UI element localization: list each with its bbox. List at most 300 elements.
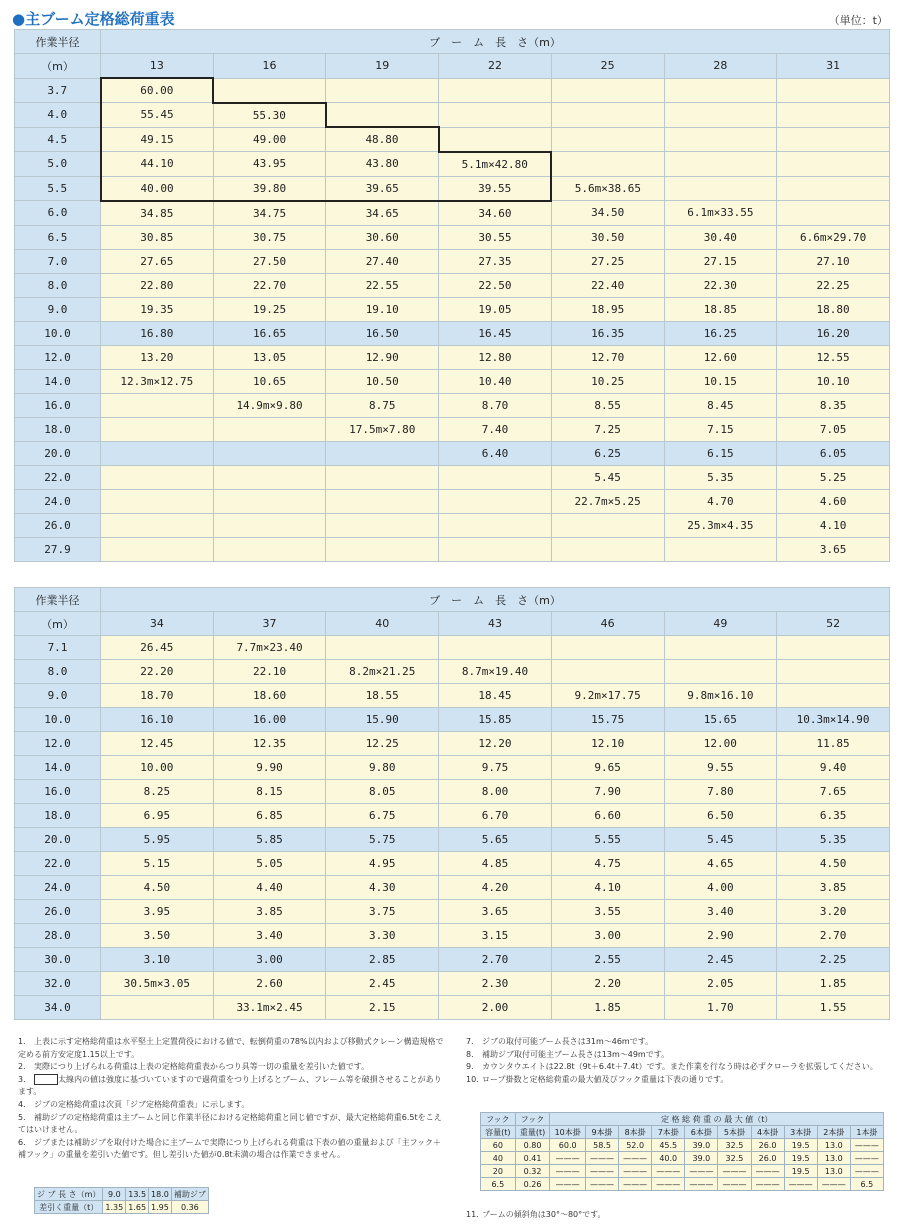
- radius-cell: 6.5: [15, 225, 101, 249]
- radius-cell: 8.0: [15, 660, 101, 684]
- load-cell: [326, 537, 439, 561]
- load-cell: [213, 489, 326, 513]
- load-cell: 16.10: [101, 708, 214, 732]
- parts-of-line-header: 3本掛: [784, 1126, 817, 1139]
- load-cell: 4.00: [664, 876, 777, 900]
- load-cell: 27.40: [326, 249, 439, 273]
- load-cell: 3.00: [213, 948, 326, 972]
- max-load-cell: 6.5: [850, 1178, 883, 1191]
- load-cell: 19.05: [439, 297, 552, 321]
- load-cell: 3.30: [326, 924, 439, 948]
- load-cell: 34.85: [101, 201, 214, 226]
- radius-cell: 26.0: [15, 900, 101, 924]
- table-row: [15, 225, 890, 249]
- note-number: 10．: [466, 1074, 485, 1084]
- note-number: 5．: [18, 1112, 32, 1122]
- note-text: ブームの傾斜角は30°～80°です。: [482, 1210, 606, 1219]
- load-cell: 8.15: [213, 780, 326, 804]
- hook-row: [481, 1139, 884, 1152]
- boom-length-col: 19: [326, 54, 439, 79]
- load-cell: 3.00: [551, 924, 664, 948]
- load-cell: 2.00: [439, 996, 552, 1020]
- radius-cell: 10.0: [15, 321, 101, 345]
- load-cell: 22.10: [213, 660, 326, 684]
- load-cell: [777, 127, 890, 152]
- load-cell: 8.05: [326, 780, 439, 804]
- load-cell: [101, 393, 214, 417]
- load-cell: [664, 127, 777, 152]
- table-row: [15, 273, 890, 297]
- load-cell: [101, 489, 214, 513]
- load-cell: [664, 103, 777, 128]
- load-cell: [213, 417, 326, 441]
- load-cell: 39.55: [439, 176, 552, 201]
- load-cell: 6.95: [101, 804, 214, 828]
- radius-cell: 9.0: [15, 684, 101, 708]
- max-load-cell: 39.0: [685, 1139, 718, 1152]
- load-cell: 5.45: [664, 828, 777, 852]
- load-cell: [101, 513, 214, 537]
- max-load-cell: ———: [718, 1178, 751, 1191]
- load-cell: 4.85: [439, 852, 552, 876]
- table-row: [15, 417, 890, 441]
- load-cell: 6.6m×29.70: [777, 225, 890, 249]
- load-cell: 5.75: [326, 828, 439, 852]
- table-row: [15, 465, 890, 489]
- table-row: [15, 636, 890, 660]
- parts-of-line-header: 1本掛: [850, 1126, 883, 1139]
- load-cell: 39.80: [213, 176, 326, 201]
- hook-weight: 0.26: [515, 1178, 550, 1191]
- table-row: [15, 900, 890, 924]
- note-number: 3．: [18, 1074, 32, 1084]
- max-load-cell: 60.0: [550, 1139, 586, 1152]
- max-load-cell: ———: [585, 1165, 618, 1178]
- load-cell: [777, 636, 890, 660]
- load-cell: 40.00: [101, 176, 214, 201]
- boom-length-col: 22: [439, 54, 552, 79]
- load-cell: 7.7m×23.40: [213, 636, 326, 660]
- max-load-cell: 26.0: [751, 1139, 784, 1152]
- load-cell: 9.40: [777, 756, 890, 780]
- unit-label: （単位：t）: [828, 14, 888, 27]
- load-cell: 5.65: [439, 828, 552, 852]
- load-cell: [777, 660, 890, 684]
- load-cell: 12.60: [664, 345, 777, 369]
- load-cell: 9.80: [326, 756, 439, 780]
- radius-cell: 20.0: [15, 828, 101, 852]
- load-cell: 5.35: [777, 828, 890, 852]
- note-item: [18, 1061, 446, 1074]
- load-cell: [777, 684, 890, 708]
- header-row: [15, 612, 890, 636]
- note-text: 太線内の値は強度に基づいていますので過荷重をつり上げるとブーム、フレーム等を破損させることがあります。: [18, 1074, 442, 1097]
- load-cell: 25.3m×4.35: [664, 513, 777, 537]
- max-load-cell: ———: [550, 1152, 586, 1165]
- note-number: 8．: [466, 1049, 480, 1059]
- load-cell: [664, 152, 777, 177]
- load-cell: 13.05: [213, 345, 326, 369]
- jib-deduction-table: [34, 1187, 209, 1214]
- parts-of-line-header: 7本掛: [652, 1126, 685, 1139]
- table-row: [15, 924, 890, 948]
- load-cell: 9.75: [439, 756, 552, 780]
- max-load-header: 定 格 総 荷 重 の 最 大 値（t）: [550, 1113, 884, 1126]
- load-cell: 3.15: [439, 924, 552, 948]
- radius-cell: 32.0: [15, 972, 101, 996]
- load-cell: 34.60: [439, 201, 552, 226]
- table-row: [15, 684, 890, 708]
- load-cell: 30.75: [213, 225, 326, 249]
- hook-weight: 0.41: [515, 1152, 550, 1165]
- load-cell: 2.30: [439, 972, 552, 996]
- note-number: 11．: [466, 1210, 485, 1219]
- hook-wt-header: 重量(t): [515, 1126, 550, 1139]
- load-cell: 4.30: [326, 876, 439, 900]
- radius-cell: 22.0: [15, 852, 101, 876]
- load-cell: [551, 660, 664, 684]
- load-cell: 9.90: [213, 756, 326, 780]
- max-load-cell: ———: [550, 1165, 586, 1178]
- load-cell: 22.25: [777, 273, 890, 297]
- load-cell: 2.15: [326, 996, 439, 1020]
- load-cell: 12.3m×12.75: [101, 369, 214, 393]
- load-cell: 1.85: [551, 996, 664, 1020]
- load-cell: 18.70: [101, 684, 214, 708]
- max-load-cell: ———: [585, 1178, 618, 1191]
- load-cell: [551, 152, 664, 177]
- load-cell: 3.40: [213, 924, 326, 948]
- load-cell: [777, 176, 890, 201]
- load-cell: 4.20: [439, 876, 552, 900]
- note-item: [466, 1061, 894, 1074]
- load-cell: 3.40: [664, 900, 777, 924]
- max-load-cell: 32.5: [718, 1139, 751, 1152]
- jib-weight-header: 差引く重量（t）: [35, 1201, 103, 1214]
- load-cell: 9.2m×17.75: [551, 684, 664, 708]
- load-cell: [326, 489, 439, 513]
- load-cell: 17.5m×7.80: [326, 417, 439, 441]
- max-load-cell: 13.0: [817, 1139, 850, 1152]
- note-text: カウンタウエイトは22.8t（9t＋6.4t＋7.4t）です。また作業を行なう時は必ずクローラを拡張してください。: [482, 1062, 878, 1072]
- heavy-frame-icon: [34, 1074, 58, 1085]
- boom-length-col: 43: [439, 612, 552, 636]
- load-cell: 22.20: [101, 660, 214, 684]
- load-cell: 7.05: [777, 417, 890, 441]
- load-cell: [439, 489, 552, 513]
- load-cell: 4.10: [777, 513, 890, 537]
- parts-of-line-header: 4本掛: [751, 1126, 784, 1139]
- max-load-cell: ———: [718, 1165, 751, 1178]
- load-cell: 6.40: [439, 441, 552, 465]
- load-cell: 22.7m×5.25: [551, 489, 664, 513]
- load-cell: 7.80: [664, 780, 777, 804]
- max-load-cell: 40.0: [652, 1152, 685, 1165]
- load-cell: 9.65: [551, 756, 664, 780]
- load-cell: 18.95: [551, 297, 664, 321]
- max-load-cell: 13.0: [817, 1152, 850, 1165]
- load-cell: 10.40: [439, 369, 552, 393]
- hook-weight: 0.80: [515, 1139, 550, 1152]
- table-row: [15, 732, 890, 756]
- table-row: [15, 948, 890, 972]
- load-cell: 39.65: [326, 176, 439, 201]
- load-cell: 16.80: [101, 321, 214, 345]
- hook-capacity: 40: [481, 1152, 516, 1165]
- radius-cell: 8.0: [15, 273, 101, 297]
- note-item: [466, 1049, 894, 1062]
- load-cell: 30.60: [326, 225, 439, 249]
- load-cell: 8.25: [101, 780, 214, 804]
- load-cell: 30.85: [101, 225, 214, 249]
- jib-col: 18.0: [149, 1188, 172, 1201]
- load-cell: 27.35: [439, 249, 552, 273]
- jib-col: 補助ジブ: [171, 1188, 208, 1201]
- table-row: [15, 996, 890, 1020]
- table-row: [15, 537, 890, 561]
- load-cell: [551, 78, 664, 103]
- radius-cell: 9.0: [15, 297, 101, 321]
- max-load-cell: 19.5: [784, 1139, 817, 1152]
- note-text: 補助ジブ取付可能主ブーム長さは13m～49mです。: [482, 1049, 670, 1059]
- load-cell: 2.20: [551, 972, 664, 996]
- boom-length-col: 25: [551, 54, 664, 79]
- hook-table: [480, 1112, 884, 1191]
- load-cell: 6.25: [551, 441, 664, 465]
- boom-length-col: 13: [101, 54, 214, 79]
- load-cell: 10.10: [777, 369, 890, 393]
- note-text: 補助ジブの定格総荷重は主ブームと同じ作業半径における定格総荷重と同じ値ですが、最大定格総荷重6.5tをこえてはいけません。: [18, 1112, 442, 1135]
- load-cell: 14.9m×9.80: [213, 393, 326, 417]
- load-cell: 18.80: [777, 297, 890, 321]
- load-cell: 27.15: [664, 249, 777, 273]
- load-cell: 12.20: [439, 732, 552, 756]
- jib-col: 13.5: [126, 1188, 149, 1201]
- max-load-cell: ———: [850, 1152, 883, 1165]
- table-row: [15, 756, 890, 780]
- load-cell: [551, 513, 664, 537]
- table-row: [15, 876, 890, 900]
- load-cell: 4.65: [664, 852, 777, 876]
- radius-cell: 7.1: [15, 636, 101, 660]
- load-cell: 13.20: [101, 345, 214, 369]
- max-load-cell: 26.0: [751, 1152, 784, 1165]
- max-load-cell: ———: [751, 1165, 784, 1178]
- header-row: [15, 54, 890, 79]
- load-cell: 5.55: [551, 828, 664, 852]
- load-cell: 12.35: [213, 732, 326, 756]
- load-cell: 34.50: [551, 201, 664, 226]
- radius-cell: 14.0: [15, 756, 101, 780]
- radius-cell: 34.0: [15, 996, 101, 1020]
- table-row: [15, 489, 890, 513]
- max-load-cell: ———: [652, 1178, 685, 1191]
- load-cell: 8.45: [664, 393, 777, 417]
- load-cell: [551, 537, 664, 561]
- max-load-cell: ———: [850, 1139, 883, 1152]
- hook-capacity: 20: [481, 1165, 516, 1178]
- load-cell: 16.35: [551, 321, 664, 345]
- note-number: 6．: [18, 1137, 32, 1147]
- hook-row: [481, 1178, 884, 1191]
- boom-length-col: 37: [213, 612, 326, 636]
- max-load-cell: ———: [817, 1178, 850, 1191]
- load-cell: 49.00: [213, 127, 326, 152]
- boom-length-col: 31: [777, 54, 890, 79]
- load-cell: 18.60: [213, 684, 326, 708]
- table-row: [15, 852, 890, 876]
- radius-unit: （m）: [15, 54, 101, 79]
- max-load-cell: ———: [550, 1178, 586, 1191]
- load-table-2: [14, 587, 890, 1020]
- radius-cell: 4.5: [15, 127, 101, 152]
- note-number: 2．: [18, 1062, 32, 1072]
- load-cell: 4.10: [551, 876, 664, 900]
- load-cell: 2.70: [439, 948, 552, 972]
- load-cell: 10.15: [664, 369, 777, 393]
- note-text: 上表に示す定格総荷重は水平堅土上定置荷役における値で、転倒荷重の78%以内および移動式クレーン構造規格で定める前方安定度1.15以上です。: [18, 1037, 444, 1059]
- load-cell: 4.40: [213, 876, 326, 900]
- load-cell: [551, 103, 664, 128]
- max-load-cell: ———: [685, 1178, 718, 1191]
- hook-row: [481, 1152, 884, 1165]
- load-cell: 1.70: [664, 996, 777, 1020]
- radius-cell: 16.0: [15, 780, 101, 804]
- load-cell: 7.25: [551, 417, 664, 441]
- load-cell: 6.35: [777, 804, 890, 828]
- note-number: 1．: [18, 1037, 32, 1046]
- table-row: [15, 441, 890, 465]
- load-cell: 16.50: [326, 321, 439, 345]
- jib-val: 1.95: [149, 1201, 172, 1214]
- load-cell: [213, 537, 326, 561]
- table-row: [15, 513, 890, 537]
- boom-length-header: ブ ー ム 長 さ（m）: [101, 30, 890, 54]
- radius-cell: 3.7: [15, 78, 101, 103]
- load-cell: 8.55: [551, 393, 664, 417]
- load-cell: [213, 78, 326, 103]
- load-cell: 16.65: [213, 321, 326, 345]
- radius-cell: 30.0: [15, 948, 101, 972]
- load-cell: 7.90: [551, 780, 664, 804]
- radius-cell: 28.0: [15, 924, 101, 948]
- load-cell: 15.75: [551, 708, 664, 732]
- load-cell: 27.65: [101, 249, 214, 273]
- load-cell: 2.45: [664, 948, 777, 972]
- note-text: ロープ掛数と定格総荷重の最大値及びフック重量は下表の通りです。: [482, 1074, 729, 1084]
- load-cell: 30.55: [439, 225, 552, 249]
- max-load-cell: ———: [652, 1165, 685, 1178]
- load-cell: [213, 441, 326, 465]
- load-cell: [777, 201, 890, 226]
- load-cell: [326, 465, 439, 489]
- hook-header-row: [481, 1126, 884, 1139]
- load-cell: 6.70: [439, 804, 552, 828]
- load-cell: 18.85: [664, 297, 777, 321]
- max-load-cell: ———: [585, 1152, 618, 1165]
- load-cell: [439, 537, 552, 561]
- load-cell: 5.95: [101, 828, 214, 852]
- load-cell: 55.45: [101, 103, 214, 128]
- load-cell: 12.55: [777, 345, 890, 369]
- note-item: [18, 1099, 446, 1112]
- table-row: [15, 321, 890, 345]
- parts-of-line-header: 5本掛: [718, 1126, 751, 1139]
- radius-cell: 14.0: [15, 369, 101, 393]
- load-cell: 8.35: [777, 393, 890, 417]
- load-cell: 3.65: [439, 900, 552, 924]
- table-row: [15, 972, 890, 996]
- load-cell: 1.85: [777, 972, 890, 996]
- load-cell: 16.00: [213, 708, 326, 732]
- load-cell: 15.85: [439, 708, 552, 732]
- load-cell: 10.25: [551, 369, 664, 393]
- max-load-cell: 45.5: [652, 1139, 685, 1152]
- boom-length-col: 40: [326, 612, 439, 636]
- load-cell: 9.8m×16.10: [664, 684, 777, 708]
- max-load-cell: ———: [685, 1165, 718, 1178]
- max-load-cell: ———: [850, 1165, 883, 1178]
- load-cell: 22.55: [326, 273, 439, 297]
- load-cell: 30.40: [664, 225, 777, 249]
- load-cell: 11.85: [777, 732, 890, 756]
- max-load-cell: ———: [784, 1178, 817, 1191]
- load-cell: 10.3m×14.90: [777, 708, 890, 732]
- load-cell: 12.70: [551, 345, 664, 369]
- max-load-cell: 19.5: [784, 1152, 817, 1165]
- table-row: [15, 369, 890, 393]
- note-item: [466, 1074, 894, 1087]
- load-cell: [439, 465, 552, 489]
- table-row: [15, 176, 890, 201]
- load-cell: 3.85: [213, 900, 326, 924]
- radius-header: 作業半径: [15, 30, 101, 54]
- jib-val: 1.65: [126, 1201, 149, 1214]
- load-cell: 33.1m×2.45: [213, 996, 326, 1020]
- load-cell: 8.70: [439, 393, 552, 417]
- header-row: [15, 588, 890, 612]
- load-cell: 19.10: [326, 297, 439, 321]
- max-load-cell: ———: [619, 1178, 652, 1191]
- note-number: 9．: [466, 1062, 480, 1072]
- load-cell: 5.45: [551, 465, 664, 489]
- table-row: [15, 127, 890, 152]
- radius-cell: 24.0: [15, 489, 101, 513]
- load-cell: 15.90: [326, 708, 439, 732]
- load-cell: 6.1m×33.55: [664, 201, 777, 226]
- load-cell: 22.50: [439, 273, 552, 297]
- load-cell: [439, 513, 552, 537]
- load-cell: 5.6m×38.65: [551, 176, 664, 201]
- load-cell: 9.55: [664, 756, 777, 780]
- load-cell: 18.55: [326, 684, 439, 708]
- table-row: [15, 249, 890, 273]
- hook-row: [481, 1165, 884, 1178]
- load-cell: 3.10: [101, 948, 214, 972]
- load-cell: 8.2m×21.25: [326, 660, 439, 684]
- load-cell: [664, 78, 777, 103]
- load-cell: 3.95: [101, 900, 214, 924]
- max-load-cell: ———: [619, 1165, 652, 1178]
- load-cell: [326, 103, 439, 128]
- load-cell: 49.15: [101, 127, 214, 152]
- parts-of-line-header: 2本掛: [817, 1126, 850, 1139]
- jib-col: 9.0: [103, 1188, 126, 1201]
- load-cell: 5.25: [777, 465, 890, 489]
- radius-cell: 18.0: [15, 417, 101, 441]
- max-load-cell: 39.0: [685, 1152, 718, 1165]
- load-cell: [439, 127, 552, 152]
